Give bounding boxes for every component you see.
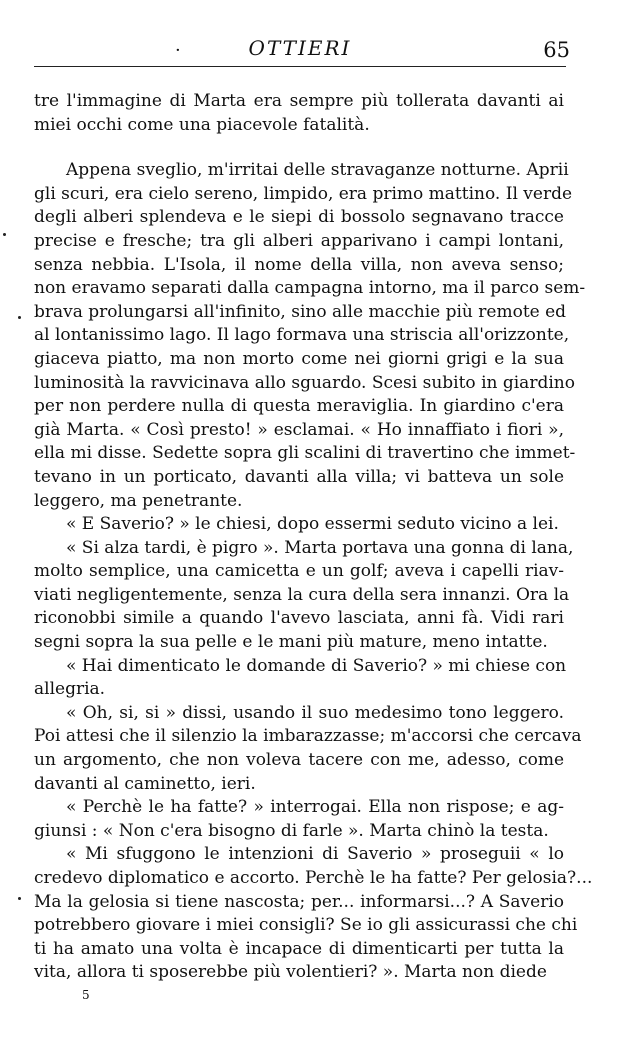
text-line: degli alberi splendeva e le siepi di bossolo segnavano tracce [34, 207, 564, 228]
paragraph [34, 843, 593, 985]
text-line: leggero, ma penetrante. [34, 490, 243, 511]
text-line: « Perchè le ha fatte? » interrogai. Ella non rispose; e ag- [66, 797, 564, 818]
scan-speck [3, 233, 6, 236]
text-line: « Hai dimenticato le domande di Saverio? » mi chiese con [66, 655, 567, 676]
scan-speck [18, 316, 21, 319]
text-line: viati negligentemente, senza la cura della sera innanzi. Ora la [34, 584, 570, 605]
text-line: miei occhi come una piacevole fatalità. [34, 114, 370, 135]
body-text [34, 90, 593, 985]
text-line: ella mi disse. Sedette sopra gli scalini di travertino che immet- [34, 443, 576, 464]
header-dot: · [175, 40, 181, 61]
signature-mark: 5 [82, 988, 90, 1002]
paragraph [34, 90, 564, 137]
text-line: precise e fresche; tra gli alberi apparivano i campi lontani, [34, 230, 564, 251]
text-line: Ma la gelosia si tiene nascosta; per... informarsi...? A Saverio [34, 891, 564, 912]
text-line: ti ha amato una volta è incapace di dimenticarti per tutta la [34, 938, 564, 959]
text-line: giunsi : « Non c'era bisogno di farle ». Marta chinò la testa. [34, 820, 549, 841]
text-line: riconobbi simile a quando l'avevo lasciata, anni fà. Vidi rari [34, 608, 564, 629]
paragraph [34, 655, 567, 702]
text-line: « E Saverio? » le chiesi, dopo essermi seduto vicino a lei. [66, 514, 559, 535]
text-line: tre l'immagine di Marta era sempre più tollerata davanti ai [34, 91, 564, 111]
text-line: segni sopra la sua pelle e le mani più mature, meno intatte. [34, 632, 548, 653]
text-line: « Si alza tardi, è pigro ». Marta portava una gonna di lana, [66, 537, 574, 558]
text-line: un argomento, che non voleva tacere con me, adesso, come [34, 750, 564, 771]
text-line: Poi attesi che il silenzio la imbarazzasse; m'accorsi che cercava [34, 726, 582, 747]
text-line: davanti al caminetto, ieri. [34, 773, 256, 794]
header-rule [34, 66, 566, 67]
text-line: non eravamo separati dalla campagna intorno, ma il parco sem- [34, 278, 586, 299]
text-line: tevano in un porticato, davanti alla villa; vi batteva un sole [34, 466, 564, 487]
paragraph [34, 159, 586, 513]
text-line: gli scuri, era cielo sereno, limpido, era primo mattino. Il verde [34, 183, 573, 204]
paragraph-gap [34, 137, 564, 159]
text-line: credevo diplomatico e accorto. Perchè le ha fatte? Per gelosia?... [34, 868, 593, 888]
text-line: Appena sveglio, m'irritai delle stravaganze notturne. Aprii [66, 160, 569, 181]
page-number: 65 [543, 38, 570, 62]
text-line: per non perdere nulla di questa meraviglia. In giardino c'era [34, 396, 564, 417]
running-header [34, 30, 570, 70]
text-line: molto semplice, una camicetta e un golf; aveva i capelli riav- [34, 561, 564, 582]
paragraph [34, 537, 574, 655]
text-line: potrebbero giovare i miei consigli? Se io gli assicurassi che chi [34, 915, 578, 936]
paragraph [34, 513, 564, 537]
text-line: brava prolungarsi all'infinito, sino alle macchie più remote ed [34, 301, 567, 322]
text-line: senza nebbia. L'Isola, il nome della villa, non aveva senso; [34, 254, 564, 275]
scan-speck [18, 897, 21, 900]
text-line: già Marta. « Così presto! » esclamai. « Ho innaffiato i fiori », [34, 419, 564, 440]
text-line: allegria. [34, 679, 106, 700]
text-line: vita, allora ti sposerebbe più volentieri? ». Marta non diede [34, 962, 547, 983]
text-line: luminosità la ravvicinava allo sguardo. Scesi subito in giardino [34, 372, 575, 393]
paragraph [34, 702, 582, 796]
text-line: al lontanissimo lago. Il lago formava una striscia all'orizzonte, [34, 325, 570, 346]
text-line: giaceva piatto, ma non morto come nei giorni grigi e la sua [34, 348, 564, 369]
paragraph [34, 796, 564, 843]
text-line: « Oh, si, si » dissi, usando il suo medesimo tono leggero. [66, 702, 564, 723]
header-title: OTTIERI [248, 36, 352, 60]
text-line: « Mi sfuggono le intenzioni di Saverio » proseguii « lo [66, 844, 564, 865]
